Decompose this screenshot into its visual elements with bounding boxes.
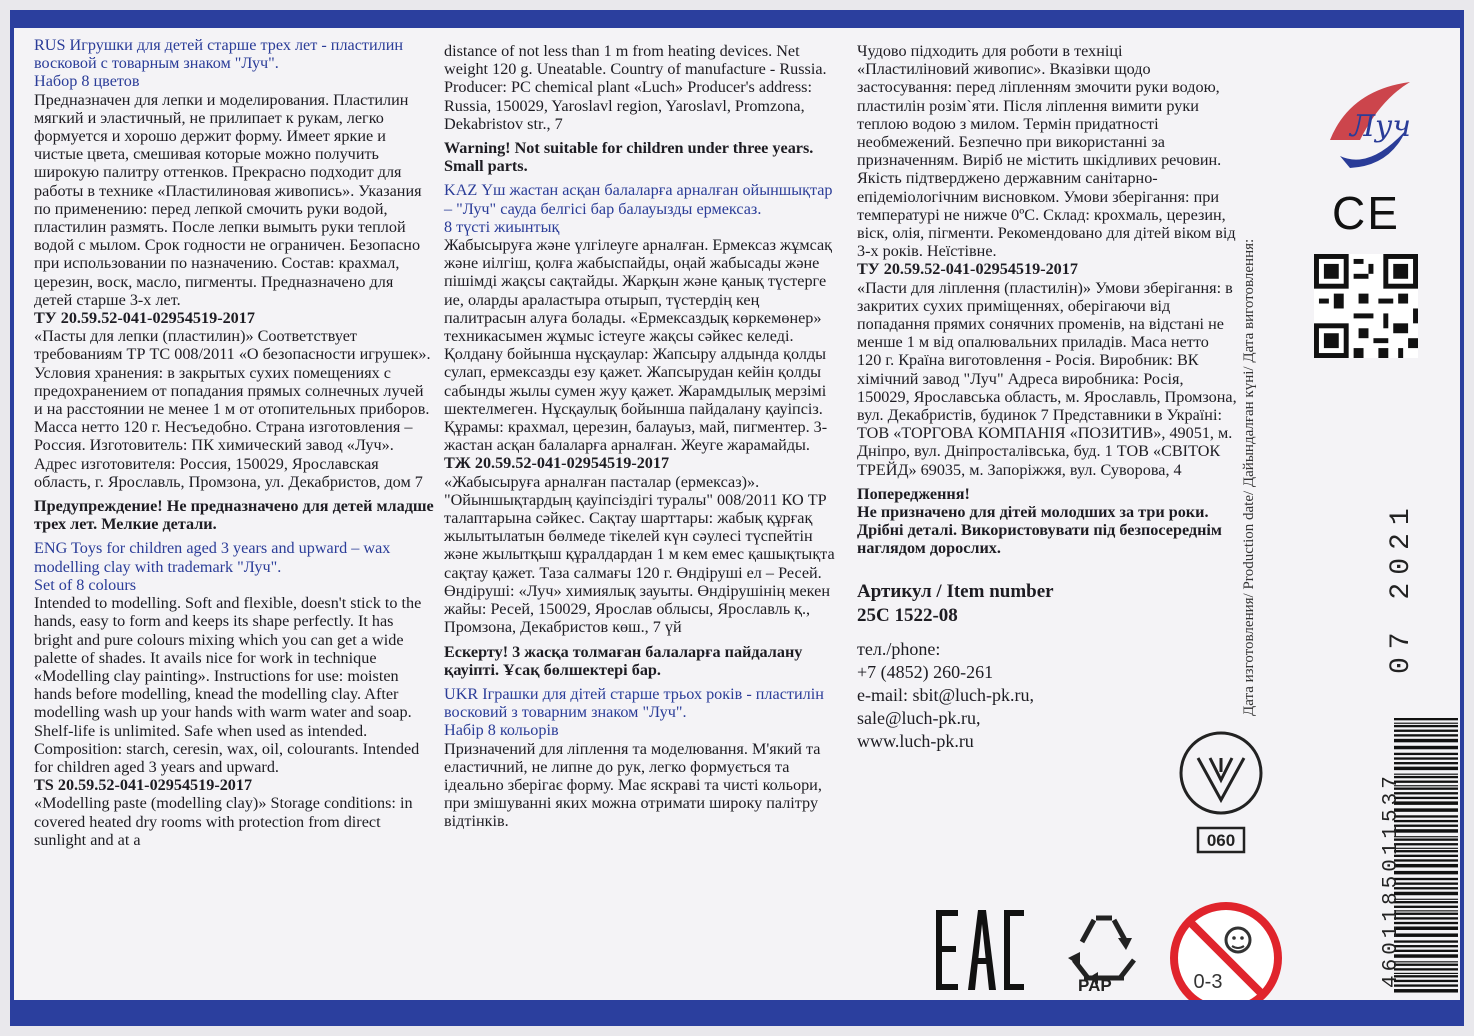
barcode-bar — [1394, 725, 1458, 727]
barcode-bar — [1394, 933, 1458, 936]
barcode-bar — [1394, 950, 1458, 952]
barcode-bar — [1394, 792, 1458, 794]
barcode-bar — [1394, 820, 1458, 822]
barcode-bar — [1394, 922, 1458, 924]
barcode-bar — [1394, 757, 1458, 759]
barcode-bar — [1394, 785, 1458, 786]
barcode-bar — [1394, 739, 1458, 742]
barcode-bar — [1394, 980, 1458, 982]
barcode-bar — [1394, 968, 1458, 970]
barcode-bar — [1394, 836, 1458, 837]
barcode-bar — [1394, 848, 1458, 849]
barcode-bar — [1394, 975, 1458, 977]
barcode-bar — [1394, 954, 1458, 957]
ukr-heading: UKR Іграшки для дітей старше трьох років - пластилін восковий з товарним знаком "Луч". — [444, 684, 824, 722]
ukr-conformity-mark-icon — [1176, 728, 1266, 858]
barcode-bar — [1394, 871, 1458, 874]
barcode-bar — [1394, 753, 1458, 755]
barcode-bar — [1394, 882, 1458, 884]
age-label: 0-3 — [1193, 971, 1223, 993]
barcode-icon — [1394, 718, 1458, 996]
eng-body3: distance of not less than 1 m from heating devices. Net weight 120 g. Uneatable. Country of manufacture - Russia. Producer: PC chemical plant «Luch» Producer's address: Russia, 150029, Yaroslavl region, Yaroslavl, Promzona, Dekabristov str., 7 — [444, 42, 827, 133]
barcode-bar — [1394, 776, 1458, 778]
barcode-bar — [1394, 815, 1458, 817]
barcode-bar — [1394, 829, 1458, 832]
barcode-bar — [1394, 774, 1458, 775]
column-eng-kaz-ukr — [444, 42, 844, 831]
eng-warning: Warning! Not suitable for children under three years. Small parts. — [444, 139, 814, 176]
barcode-bar — [1394, 850, 1458, 852]
column-rus-eng — [34, 36, 434, 849]
production-date-label: Дата изготовления/ Production date/ Дайындалған күні/ Дата виготовлення: — [1241, 238, 1257, 716]
rus-heading: RUS Игрушки для детей старше трех лет - пластилин восковой с товарным знаком "Луч". — [34, 36, 404, 73]
barcode-number: 4601185011537 — [1380, 772, 1403, 988]
barcode-bar — [1394, 927, 1458, 930]
phone-number: +7 (4852) 260-261 — [857, 661, 994, 682]
barcode-bar — [1394, 825, 1458, 827]
production-date-stamp-wrapper — [1386, 448, 1426, 688]
barcode-bar — [1394, 901, 1458, 903]
ukr-tu: ТУ 20.59.52-041-02954519-2017 — [857, 260, 1078, 279]
eng-ts: TS 20.59.52-041-02954519-2017 — [34, 776, 253, 795]
eac-mark-icon — [934, 908, 1026, 992]
barcode-bar — [1394, 801, 1458, 804]
ukr-set: Набір 8 кольорів — [444, 721, 559, 740]
ce-mark: CE — [1332, 187, 1400, 239]
kaz-tzh: ТЖ 20.59.52-041-02954519-2017 — [444, 454, 670, 473]
barcode-bar — [1394, 808, 1458, 811]
luch-logo-icon — [1310, 70, 1428, 180]
item-number-value: 25С 1522-08 — [857, 604, 958, 626]
production-date-stamp: 07 2021 — [1386, 500, 1417, 674]
kaz-heading: KAZ Үш жастан асқан балаларға арналған ойыншықтар – "Луч" сауда белгісі бар балауызды ермексаз. — [444, 181, 833, 218]
barcode-bar — [1394, 734, 1458, 736]
barcode-bar — [1394, 984, 1458, 986]
email-1: e-mail: sbit@luch-pk.ru, — [857, 684, 1035, 705]
kaz-set: 8 түсті жиынтық — [444, 217, 560, 236]
barcode-bar — [1394, 964, 1458, 966]
not-for-0-3-icon — [1168, 900, 1284, 1000]
barcode-bar — [1394, 961, 1458, 962]
barcode-bar — [1394, 910, 1458, 911]
rus-set: Набор 8 цветов — [34, 72, 140, 91]
barcode-bar — [1394, 899, 1458, 900]
barcode-bar — [1394, 838, 1458, 840]
ukr-body2: «Пасти для ліплення (пластилін)» Умови зберігання: в закритих сухих приміщеннях, оберігаючи від попадання прямих сонячних променів, на відстані не менше 1 м від опалювальних приладів. Маса нетто 120 г. Країна виготовлення - Росія. Виробник: ВК хімічний завод "Луч" Адреса виробника: Росія, 150029, Ярославська область, м. Ярославль, Промзона, вул. Декабристів, будинок 7 Представники в Україні: ТОВ «ТОРГОВА КОМПАНІЯ «ПОЗИТИВ», 49051, м. Дніпро, вул. Дніпросталівська, буд. 1 ТОВ «СВІТОК ТРЕЙД» 69035, м. Запоріжжя, вул. Суворова, 4 — [857, 278, 1237, 479]
barcode-bar — [1394, 917, 1458, 919]
phone-label: тел./phone: — [857, 638, 941, 659]
barcode-bar — [1394, 913, 1458, 915]
eng-body2: «Modelling paste (modelling clay)» Storage conditions: in covered heated dry rooms with protection from direct sunlight and at a — [34, 794, 413, 849]
item-number-label: Артикул / Item number — [857, 580, 1054, 602]
barcode-bar — [1394, 762, 1458, 764]
package-back-panel — [14, 28, 1460, 1000]
production-date-label-wrapper — [1238, 238, 1282, 718]
barcode-bar — [1394, 843, 1458, 845]
kaz-warning: Ескерту! 3 жасқа толмаған балаларға пайдалану қауіпті. Ұсақ бөлшектері бар. — [444, 642, 803, 679]
barcode-bar — [1394, 859, 1458, 861]
barcode-bar — [1394, 940, 1458, 942]
ukr-warning: Не призначено для дітей молодших за три роки. Дрібні деталі. Використовувати під безпосереднім наглядом дорослих. — [857, 503, 1222, 558]
ukr-mark-code: 060 — [1206, 831, 1236, 850]
rus-tu: ТУ 20.59.52-041-02954519-2017 — [34, 309, 255, 328]
barcode-bar — [1394, 788, 1458, 790]
barcode-bar — [1394, 887, 1458, 889]
barcode-bar — [1394, 989, 1458, 992]
qr-code-icon — [1314, 254, 1418, 358]
ukr-body-continued: Чудово підходить для роботи в техніці «Пластиліновий живопис». Вказівки щодо застосування: перед ліпленням змочити руки водою, пластилін розім`яти. Після ліплення вимити руки теплою водою з милом. Термін придатності необмежений. Безпечно при використанні за призначенням. Виріб не містить шкідливих речовин. Якість підтверджено державним санітарно-епідеміологічним висновком. Умови зберігання: при температурі не нижче 0ºС. Склад: крохмаль, церезин, віск, олія, пігменти. Рекомендовано для дітей віком від 3-х років. Неїстівне. — [857, 42, 1236, 261]
kaz-body: Жабысыруға және үлгілеуге арналған. Ермексаз жұмсақ және иілгіш, қолға жабыспайды, оңай жабысады және пішімді жақсы сақтайды. Жарқын және қанық түстерге ие, оларды араластыра отырып, түстердің кең палитрасын алуға болады. «Ермексаздық көркемөнер» техникасымен жұмыс істеуге жақсы сәйкес келеді. Қолдану бойынша нұсқаулар: Жапсыру алдында қолды сулап, ермексазды езу қажет. Жапсырудан кейін қолды сабынды жылы сумен жуу қажет. Жарамдылық мерзімі шектелмеген. Нұсқаулық бойынша пайдалану қауіпсіз. Құрамы: крахмал, церезин, балауыз, май, пигментер. 3-жастан асқан балаларға арналған. Жеуге жарамайды. — [444, 236, 833, 455]
column-ukr-contacts — [857, 42, 1237, 753]
barcode-bar — [1394, 767, 1458, 770]
barcode-bar — [1394, 892, 1458, 895]
barcode-bar — [1394, 723, 1458, 724]
barcode-bar — [1394, 864, 1458, 867]
pap-label: PAP — [1078, 976, 1112, 995]
barcode-bar — [1394, 878, 1458, 880]
barcode-bar — [1394, 746, 1458, 749]
rus-body: Предназначен для лепки и моделирования. Пластилин мягкий и эластичный, не прилипает к рукам, легко формуется и хорошо держит форму. Имеет яркие и чистые цвета, смешивая которые можно получить широкую палитру оттенков. Прекрасно подходит для работы в технике «Пластилиновая живопись». Указания по применению: перед лепкой смочить руки водой, пластилин размять. После лепки вымыть руки теплой водой с мылом. Срок годности не ограничен. Безопасно при использовании по назначению. Состав: крахмал, церезин, воск, масло, пигменты. Предназначено для детей старше 3-х лет. — [34, 90, 422, 309]
item-number-block — [857, 580, 1237, 628]
eng-body: Intended to modelling. Soft and flexible, doesn't stick to the hands, easy to form and keeps its shape perfectly. It has bright and pure colours mixing which you can get a wide palette of shades. It avails nice for work in technique «Modelling clay painting». Instructions for use: moisten hands before modelling, knead the modelling clay. After modelling wash up your hands with warm water and soap. Shelf-life is unlimited. Safe when used as intended. Composition: starch, ceresin, wax, oil, colourants. Intended for children aged 3 years and upward. — [34, 594, 422, 776]
ukr-body: Призначений для ліплення та моделювання. М'який та еластичний, не липне до рук, легко формується та ідеально зберігає форму. Має яскраві та чисті кольори, при змішуванні яких можна отримати широку палітру відтінків. — [444, 739, 822, 831]
barcode-bar — [1394, 973, 1458, 974]
barcode-bar — [1394, 781, 1458, 783]
rus-warning: Предупреждение! Не предназначено для детей младше трех лет. Мелкие детали. — [34, 497, 434, 534]
barcode-bar — [1394, 906, 1458, 908]
website: www.luch-pk.ru — [857, 730, 974, 751]
eng-heading: ENG Toys for children aged 3 years and upward – wax modelling clay with trademark "Луч". — [34, 539, 391, 576]
svg-text:Луч: Луч — [1350, 109, 1412, 144]
kaz-body2: «Жабысыруға арналған пасталар (ермексаз)». "Ойыншықтардың қауіпсіздігі туралы" 008/2011 КО ТР талаптарына сәйкес. Сақтау шарттары: жабық құрғақ жылытылатын бөлмеде тікелей күн сәулесі түспейтін және жылытқыш құралдардан 1 м кем емес қашықтықта сақтау қажет. Таза салмағы 120 г. Өндіруші ел – Ресей. Өндіруші: «Луч» химиялық зауыты. Өндірушінің мекен жайы: Ресей, 150029, Ярослав облысы, Ярославль қ., Промзона, Декабристов көш., 7 үй — [444, 472, 835, 637]
barcode-bar — [1394, 855, 1458, 857]
eng-set: Set of 8 colours — [34, 575, 137, 594]
rus-body2: «Пасты для лепки (пластилин)» Соответствует требованиям ТР ТС 008/2011 «О безопасности игрушек». Условия хранения: в закрытых сухих помещениях с предохранением от попадания прямых солнечных лучей и на расстоянии не менее 1 м от отопительных приборов. Масса нетто 120 г. Несъедобно. Страна изготовления – Россия. Изготовитель: ПК химический завод «Луч». Адрес изготовителя: Россия, 150029, Ярославская область, г. Ярославль, Промзона, ул. Декабристов, дом 7 — [34, 327, 431, 491]
barcode-bar — [1394, 718, 1458, 720]
barcode-bar — [1394, 730, 1458, 732]
email-2: sale@luch-pk.ru, — [857, 707, 981, 728]
barcode-bar — [1394, 945, 1458, 947]
ukr-warning-title: Попередження! — [857, 484, 970, 503]
barcode-bar — [1394, 797, 1458, 799]
